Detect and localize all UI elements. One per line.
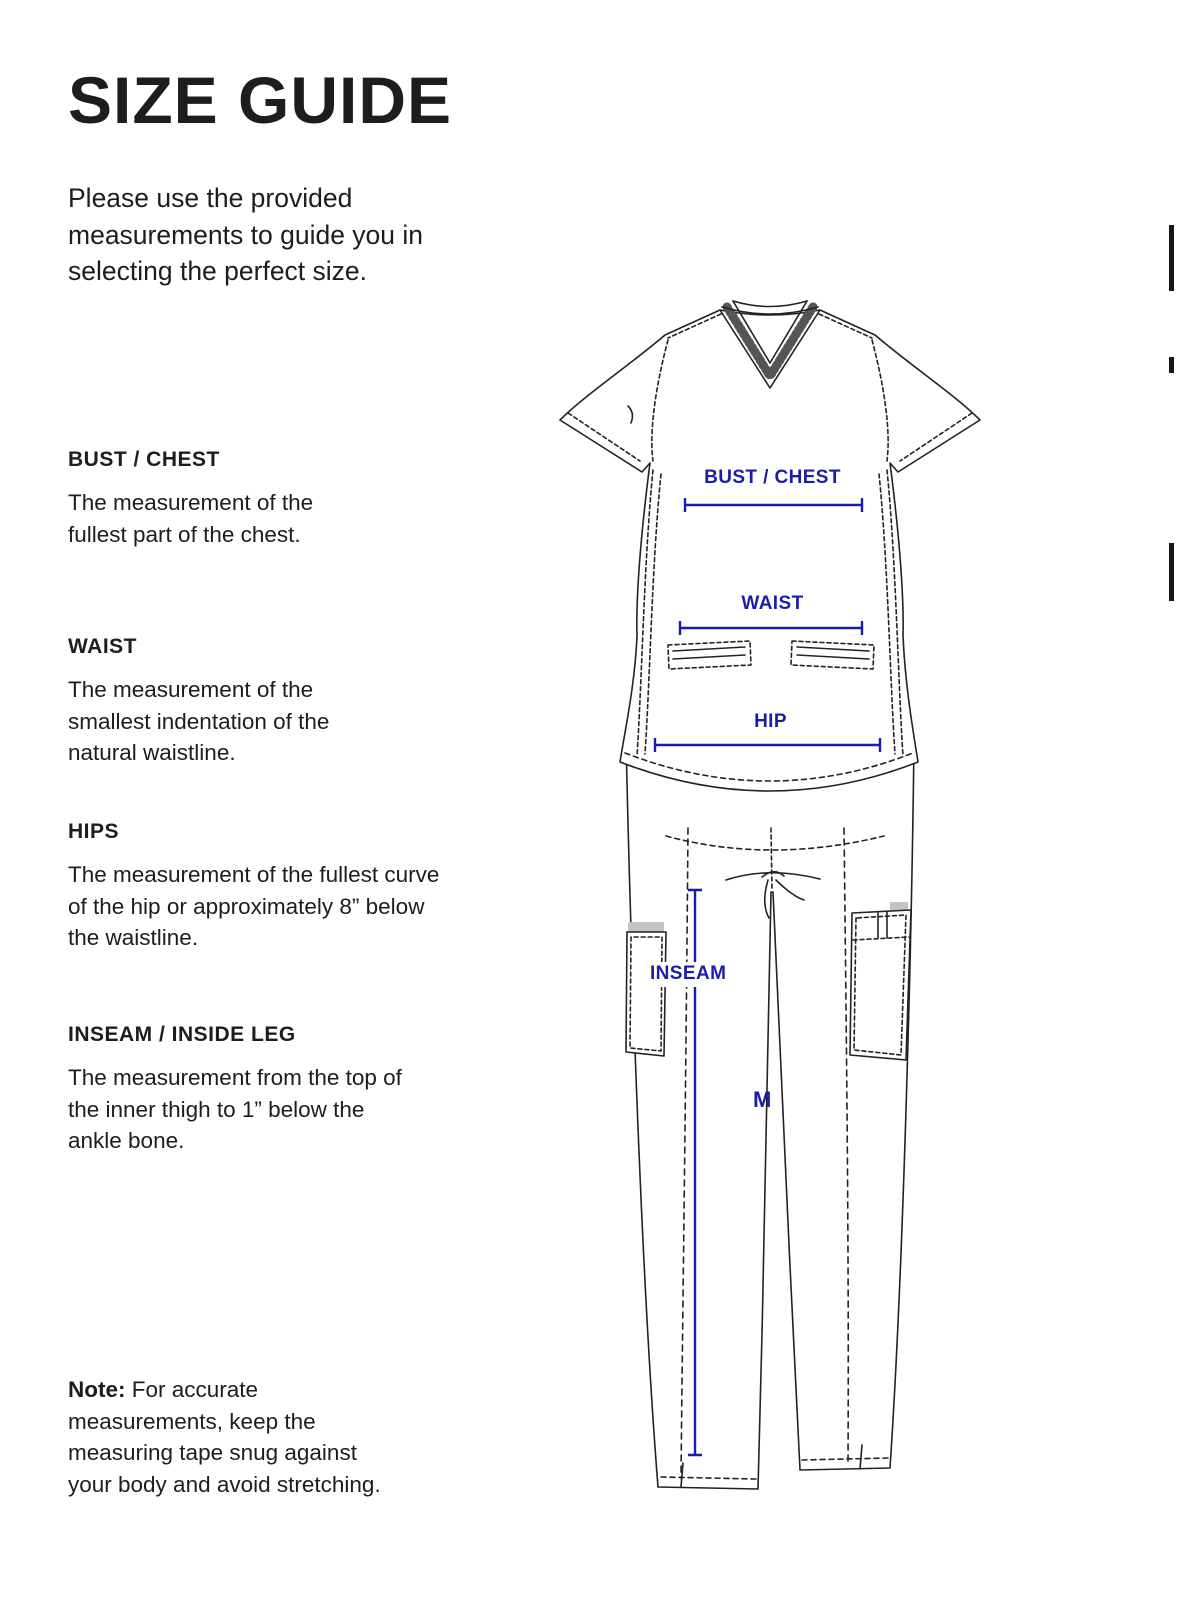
section-heading: HIPS <box>68 820 120 843</box>
waist-measurement-label: WAIST <box>741 593 804 614</box>
bust-measurement-label: BUST / CHEST <box>704 467 841 488</box>
note-label: Note: <box>68 1377 126 1402</box>
page-edge-artifact <box>1169 357 1174 373</box>
section-hips <box>68 820 448 954</box>
section-heading: INSEAM / INSIDE LEG <box>68 1023 296 1046</box>
page-edge-artifact <box>1169 543 1174 601</box>
section-body: The measurement of the fullest curve of the hip or approximately 8” below the waistline. <box>68 862 440 950</box>
note-body: For accurate measurements, keep the measuring tape snug against your body and avoid stretching. <box>68 1377 381 1497</box>
hip-measurement-label: HIP <box>754 711 787 732</box>
note-text <box>68 1374 403 1500</box>
section-waist <box>68 635 376 769</box>
section-body: The measurement of the smallest indentation of the natural waistline. <box>68 677 330 765</box>
inseam-measurement-label: INSEAM <box>645 962 731 987</box>
section-heading: BUST / CHEST <box>68 448 220 471</box>
section-heading: WAIST <box>68 635 137 658</box>
scrubs-diagram <box>540 280 1000 1515</box>
section-bust-chest <box>68 448 368 550</box>
page-title: SIZE GUIDE <box>68 63 453 137</box>
size-letter-label: M <box>753 1087 772 1112</box>
section-body: The measurement of the fullest part of the chest. <box>68 490 314 547</box>
scrubs-technical-drawing <box>540 280 1000 1515</box>
page-edge-artifact <box>1169 225 1174 291</box>
section-body: The measurement from the top of the inner thigh to 1” below the ankle bone. <box>68 1065 402 1153</box>
intro-text: Please use the provided measurements to guide you in selecting the perfect size. <box>68 183 424 287</box>
section-inseam <box>68 1023 406 1157</box>
